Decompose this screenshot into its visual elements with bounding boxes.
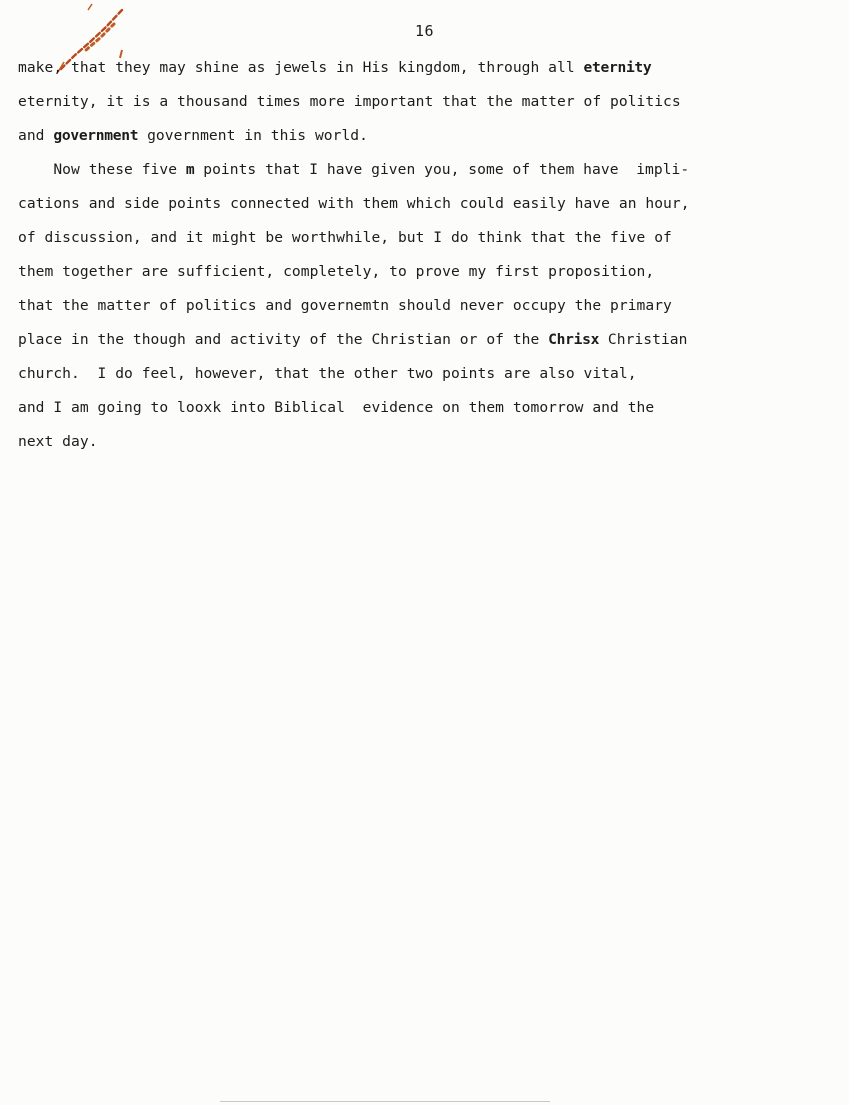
struck-out-text: Chrisx bbox=[548, 331, 600, 348]
line-text: church. I do feel, however, that the other two points are also vital, bbox=[18, 365, 637, 382]
line-text: next day. bbox=[18, 433, 98, 450]
struck-out-text: eternity bbox=[583, 59, 652, 76]
text-line bbox=[18, 228, 672, 248]
text-line bbox=[18, 92, 681, 112]
struck-out-text: m bbox=[185, 161, 195, 178]
line-text: points that I have given you, some of them have impli- bbox=[194, 161, 690, 178]
line-text: make, that they may shine as jewels in His kingdom, through all bbox=[18, 59, 584, 76]
line-text: of discussion, and it might be worthwhile, but I do think that the five of bbox=[18, 229, 672, 246]
line-text: cations and side points connected with them which could easily have an hour, bbox=[18, 195, 690, 212]
text-line bbox=[18, 296, 672, 316]
line-text: Christian bbox=[599, 331, 688, 348]
text-line bbox=[18, 58, 651, 78]
line-text: place in the though and activity of the Christian or of the bbox=[18, 331, 549, 348]
line-text: eternity, it is a thousand times more important that the matter of politics bbox=[18, 93, 681, 110]
page-number: 16 bbox=[414, 22, 435, 40]
line-text: and I am going to looxk into Biblical evidence on them tomorrow and the bbox=[18, 399, 655, 416]
text-line bbox=[18, 262, 654, 282]
text-line bbox=[18, 432, 98, 452]
struck-out-text: government bbox=[53, 127, 139, 144]
line-text: them together are sufficient, completely, to prove my first proposition, bbox=[18, 263, 655, 280]
line-text: that the matter of politics and governemtn should never occupy the primary bbox=[18, 297, 672, 314]
line-text: Now these five bbox=[18, 161, 186, 178]
text-line bbox=[18, 398, 654, 418]
text-line bbox=[18, 330, 687, 350]
bottom-edge-rule bbox=[220, 1101, 550, 1102]
text-line bbox=[18, 126, 368, 146]
text-line bbox=[18, 160, 689, 180]
line-text: and bbox=[18, 127, 54, 144]
line-text: government in this world. bbox=[138, 127, 368, 144]
text-line bbox=[18, 364, 637, 384]
text-line bbox=[18, 194, 690, 214]
